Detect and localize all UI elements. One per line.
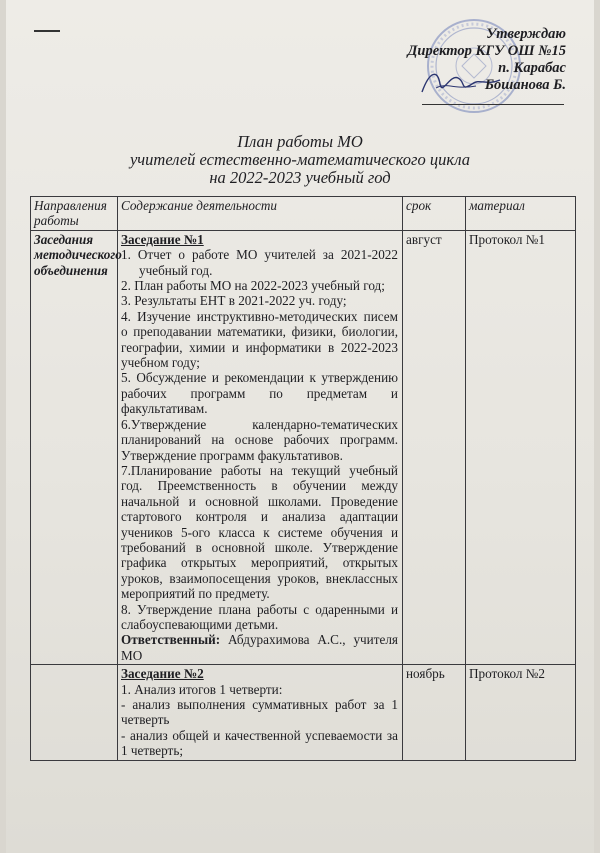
title-line-3: на 2022-2023 учебный год xyxy=(209,168,391,187)
signature-underline xyxy=(422,104,564,105)
agenda-item: 1. Отчет о работе МО учителей за 2021-2022 учебный год. xyxy=(121,247,398,278)
responsible-line xyxy=(121,632,398,663)
approval-line-4: Бошанова Б. xyxy=(484,77,566,93)
table-row xyxy=(31,230,576,664)
approval-line-2: Директор КГУ ОШ №15 xyxy=(407,43,566,59)
header-term: срок xyxy=(403,197,466,231)
direction-cell: Заседания методического объединения xyxy=(31,230,118,664)
material-cell: Протокол №2 xyxy=(466,665,576,760)
session-title: Заседание №2 xyxy=(121,666,204,682)
agenda-item: 3. Результаты ЕНТ в 2021-2022 уч. году; xyxy=(121,293,347,309)
agenda-item: 1. Анализ итогов 1 четверти: xyxy=(121,681,283,697)
header-content: Содержание деятельности xyxy=(118,197,403,231)
agenda-item: 4. Изучение инструктивно-методических писем о преподавании математики, физики, биологии, географии, химии и информатики в 2022-2023 учебном году; xyxy=(121,308,398,371)
approval-block xyxy=(407,26,566,94)
agenda-item: 7.Планирование работы на текущий учебный год. Преемственность в обучении между начальной и основной школами. Проведение стартового контроля и анализа адаптации учеников 5-ого класса к системе обучения и требований в основной школе. Утверждение графика открытых мероприятий, открытых уроков, взаимопосещения уроков, внеклассных мероприятий по предмету. xyxy=(121,462,398,602)
agenda-item: 2. План работы МО на 2022-2023 учебный год; xyxy=(121,278,385,294)
header-direction: Направления работы xyxy=(31,197,118,231)
agenda-item: 5. Обсуждение и рекомендации к утверждению рабочих программ по предметам и факультативам. xyxy=(121,370,398,417)
plan-table xyxy=(30,196,576,761)
agenda-item: - анализ выполнения суммативных работ за 1 четверть xyxy=(121,697,398,728)
agenda-item: 6.Утверждение календарно-тематических планирований на основе рабочих программ. Утверждение программ факультативов. xyxy=(121,416,398,463)
header-material: материал xyxy=(466,197,576,231)
table-row xyxy=(31,665,576,760)
session-title: Заседание №1 xyxy=(121,231,204,247)
approval-line-1: Утверждаю xyxy=(486,26,566,42)
agenda-item: - анализ общей и качественной успеваемости за 1 четверть; xyxy=(121,727,398,759)
term-cell: август xyxy=(403,230,466,664)
material-cell: Протокол №1 xyxy=(466,230,576,664)
responsible-value: Абдурахимова А.С., учителя МО xyxy=(121,632,398,663)
content-cell xyxy=(118,665,403,760)
approval-line-3: п. Карабас xyxy=(498,60,566,76)
title-line-2: учителей естественно-математического цикла xyxy=(129,150,471,169)
table-header-row xyxy=(31,197,576,231)
content-cell xyxy=(118,230,403,664)
title-line-1: План работы МО xyxy=(237,132,363,151)
direction-cell xyxy=(31,665,118,760)
page-title xyxy=(6,133,594,187)
document-page xyxy=(6,0,594,853)
agenda-item: 8. Утверждение плана работы с одаренными и слабоуспевающими детьми. xyxy=(121,601,398,632)
responsible-label: Ответственный: xyxy=(121,632,221,648)
corner-dash xyxy=(34,30,60,32)
term-cell: ноябрь xyxy=(403,665,466,760)
